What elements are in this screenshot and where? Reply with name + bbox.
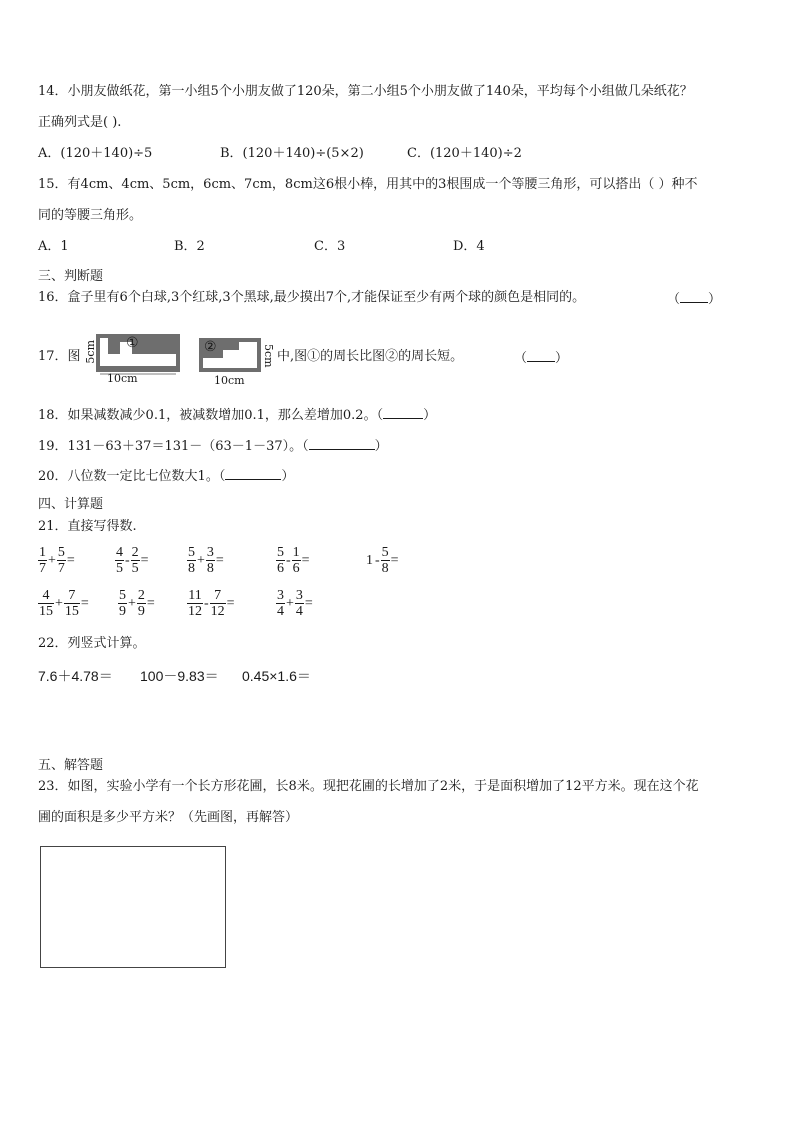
denominator: 15 xyxy=(64,604,79,619)
denominator: 6 xyxy=(277,561,284,576)
numerator: 1 xyxy=(39,545,46,560)
blank-line xyxy=(527,348,555,362)
equals-sign: = xyxy=(66,552,75,568)
q15-option-a: A．1 xyxy=(38,239,69,254)
q23-line2: 圃的面积是多少平方米？（先画图，再解答） xyxy=(38,810,299,825)
numerator: 7 xyxy=(64,588,80,604)
q14-line1: 14．小朋友做纸花，第一小组5个小朋友做了120朵，第二小组5个小朋友做了140朵，平均每个小组做几朵纸花？ xyxy=(38,84,693,99)
numerator: 1 xyxy=(292,545,300,560)
q15-option-c: C．3 xyxy=(314,239,346,254)
operator: - xyxy=(286,552,291,568)
numerator: 3 xyxy=(295,588,303,603)
fraction-b xyxy=(210,588,226,619)
fraction-b xyxy=(295,588,304,619)
q14-line2: 正确列式是( ). xyxy=(38,115,122,130)
operator: + xyxy=(128,595,136,611)
q20-row xyxy=(38,466,294,486)
fraction-expression xyxy=(118,588,156,619)
q15-option-d: D．4 xyxy=(453,239,485,254)
paren-left: （ xyxy=(667,292,681,307)
numerator: 5 xyxy=(277,545,284,560)
equals-sign: = xyxy=(301,552,310,568)
q22-item-1: 7.6＋4.78＝ xyxy=(38,668,113,684)
equals-sign: = xyxy=(146,595,155,611)
denominator: 12 xyxy=(210,604,225,619)
numerator: 5 xyxy=(188,545,195,560)
numerator: 3 xyxy=(206,545,214,560)
fraction-expression xyxy=(365,545,400,576)
q15-line1: 15．有4cm、4cm、5cm，6cm、7cm，8cm这6根小棒，用其中的3根围成一个等腰三角形，可以搭出（ ）种不 xyxy=(38,177,698,192)
numerator: 4 xyxy=(38,588,54,604)
fraction-b xyxy=(57,545,66,576)
q17-suffix: 中,图①的周长比图②的周长短。 xyxy=(277,349,464,364)
paren-right: ） xyxy=(374,439,388,454)
fraction-b xyxy=(206,545,215,576)
fraction-a xyxy=(115,545,124,576)
q22-item-3: 0.45×1.6＝ xyxy=(242,668,311,684)
figure-2-side-label: 5cm xyxy=(262,344,275,368)
figure-2-marker: ② xyxy=(204,339,217,355)
operator: + xyxy=(55,595,63,611)
paren-right: ） xyxy=(281,469,295,484)
operator: + xyxy=(197,552,205,568)
q21-title: 21．直接写得数. xyxy=(38,519,137,534)
fraction-b xyxy=(292,545,301,576)
operator: + xyxy=(48,552,56,568)
equals-sign: = xyxy=(304,595,313,611)
denominator: 12 xyxy=(188,604,202,619)
paren-right: ） xyxy=(423,408,437,423)
denominator: 6 xyxy=(292,561,300,576)
q14-option-a: A．(120＋140)÷5 xyxy=(38,146,153,161)
fraction-a xyxy=(187,545,196,576)
numerator: 3 xyxy=(277,588,284,603)
numerator: 5 xyxy=(381,545,389,560)
paren-right: ） xyxy=(555,351,569,366)
fraction-expression xyxy=(276,545,311,576)
fraction-a xyxy=(38,588,54,619)
fraction-a xyxy=(38,545,47,576)
denominator: 8 xyxy=(206,561,214,576)
q15-option-b: B．2 xyxy=(174,239,205,254)
q15-line2: 同的等腰三角形。 xyxy=(38,208,143,223)
paren-right: ） xyxy=(708,292,722,307)
q18-answer-blank[interactable] xyxy=(383,405,423,419)
denominator: 4 xyxy=(277,604,284,619)
denominator: 5 xyxy=(116,561,123,576)
equals-sign: = xyxy=(80,595,89,611)
denominator: 7 xyxy=(57,561,65,576)
equals-sign: = xyxy=(226,595,235,611)
figure-1-bottom-label: 10cm xyxy=(107,372,138,385)
q14-option-b: B．(120＋140)÷(5×2) xyxy=(220,146,364,161)
fraction-b xyxy=(381,545,390,576)
q20-answer-blank[interactable] xyxy=(225,466,281,480)
denominator: 5 xyxy=(131,561,139,576)
figure-1-side-label: 5cm xyxy=(84,340,97,364)
numerator: 4 xyxy=(116,545,123,560)
numerator: 5 xyxy=(119,588,126,603)
figure-1-marker: ① xyxy=(126,335,139,351)
fraction-a xyxy=(118,588,127,619)
section-solve-heading: 五、解答题 xyxy=(38,758,104,773)
fraction-expression xyxy=(38,588,90,619)
fraction-b xyxy=(131,545,140,576)
q14-option-c: C．(120＋140)÷2 xyxy=(407,146,522,161)
fraction-expression xyxy=(187,588,236,619)
figure-2-bottom-label: 10cm xyxy=(214,374,245,387)
q18-row xyxy=(38,405,436,425)
denominator: 8 xyxy=(381,561,389,576)
fraction-expression xyxy=(38,545,76,576)
fraction-b xyxy=(137,588,146,619)
q19-answer-blank[interactable] xyxy=(309,436,375,450)
fraction-expression xyxy=(276,588,314,619)
fraction-a xyxy=(187,588,203,619)
q16-answer-blank[interactable] xyxy=(667,289,721,309)
denominator: 4 xyxy=(295,604,303,619)
numerator: 2 xyxy=(131,545,139,560)
denominator: 8 xyxy=(188,561,195,576)
operator: + xyxy=(286,595,294,611)
operator: - xyxy=(375,552,380,568)
equals-sign: = xyxy=(140,552,149,568)
fraction-b xyxy=(64,588,80,619)
q17-answer-blank[interactable] xyxy=(514,348,568,368)
fraction-a xyxy=(276,545,285,576)
q23-drawing-area[interactable] xyxy=(40,846,226,968)
q19-row xyxy=(38,436,388,456)
fraction-a xyxy=(276,588,285,619)
equals-sign: = xyxy=(390,552,399,568)
equals-sign: = xyxy=(215,552,224,568)
numerator: 11 xyxy=(188,588,202,603)
q22-item-2: 100－9.83＝ xyxy=(140,668,219,684)
q18-text: 18．如果减数减少0.1，被减数增加0.1，那么差增加0.2。（ xyxy=(38,408,384,423)
q20-text: 20．八位数一定比七位数大1。（ xyxy=(38,469,226,484)
fraction-expression xyxy=(187,545,225,576)
q19-text: 19．131－63＋37＝131－（63－1－37）。（ xyxy=(38,439,309,454)
denominator: 15 xyxy=(39,604,53,619)
q22-title: 22．列竖式计算。 xyxy=(38,636,146,651)
section-calculation-heading: 四、计算题 xyxy=(38,497,104,512)
numerator: 5 xyxy=(57,545,65,560)
paren-left: （ xyxy=(514,351,528,366)
operator: - xyxy=(125,552,130,568)
operator: - xyxy=(204,595,209,611)
whole-number: 1 xyxy=(366,552,373,568)
denominator: 7 xyxy=(39,561,46,576)
section-judgement-heading: 三、判断题 xyxy=(38,269,104,284)
denominator: 9 xyxy=(137,604,145,619)
numerator: 7 xyxy=(210,588,226,604)
numerator: 2 xyxy=(137,588,145,603)
q23-line1: 23．如图，实验小学有一个长方形花圃，长8米。现把花圃的长增加了2米，于是面积增加了12平方米。现在这个花 xyxy=(38,779,699,794)
blank-line xyxy=(680,289,708,303)
q16-text: 16．盒子里有6个白球,3个红球,3个黑球,最少摸出7个,才能保证至少有两个球的颜色是相同的。 xyxy=(38,290,586,305)
q17-prefix: 17．图 xyxy=(38,349,81,364)
fraction-expression xyxy=(115,545,150,576)
denominator: 9 xyxy=(119,604,126,619)
